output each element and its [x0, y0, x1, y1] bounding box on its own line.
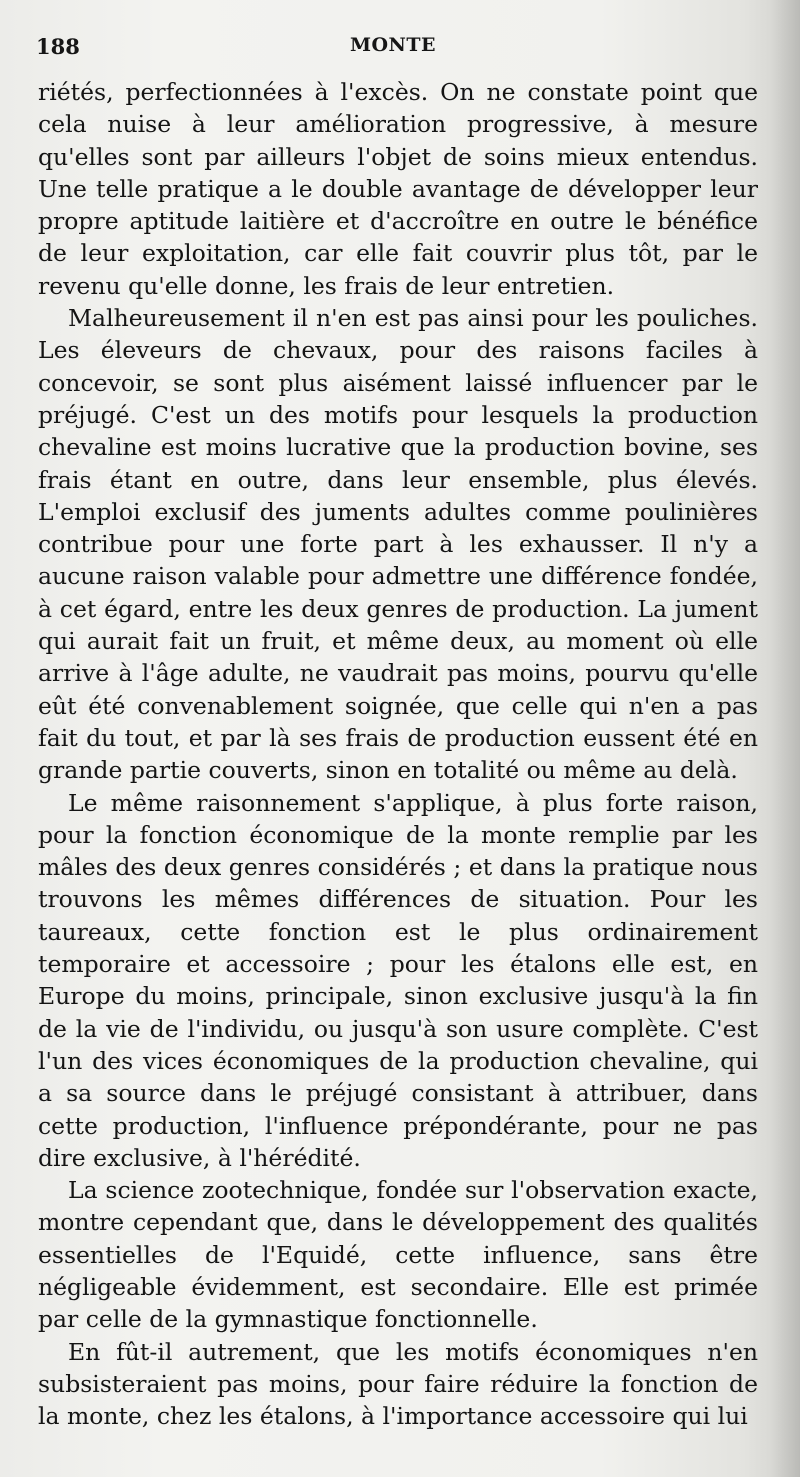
body-text — [38, 76, 758, 1432]
paragraph-continuation: riétés, perfectionnées à l'excès. On ne constate point que cela nuise à leur amélioration progressive, à mesure qu'elles sont par ailleurs l'objet de soins mieux entendus. Une telle pratique a le double avantage de développer leur propre aptitude laitière et d'accroître en outre le bénéfice de leur exploitation, car elle fait couvrir plus tôt, par le revenu qu'elle donne, les frais de leur entretien. — [38, 78, 758, 300]
page-header — [36, 34, 750, 62]
running-title: MONTE — [349, 34, 437, 56]
page-number: 188 — [36, 34, 80, 59]
paragraph-monte-males: Le même raisonnement s'applique, à plus forte raison, pour la fonction économique de la monte remplie par les mâles des deux genres considérés ; et dans la pratique nous trouvons les mêmes différences de situation. Pour les taureaux, cette fonction est le plus ordinairement temporaire et accessoire ; pour les étalons elle est, en Europe du moins, principale, sinon exclusive jusqu'à la fin de la vie de l'individu, ou jusqu'à son usure complète. C'est l'un des vices économiques de la production chevaline, qui a sa source dans le préjugé consistant à attribuer, dans cette production, l'influence prépondérante, pour ne pas dire exclusive, à l'hérédité. — [38, 788, 758, 1172]
paragraph-zootechnie: La science zootechnique, fondée sur l'observation exacte, montre cependant que, dans le développement des qualités essentielles de l'Equidé, cette influence, sans être négligeable évidemment, est secondaire. Elle est primée par celle de la gymnastique fonctionnelle. — [38, 1176, 758, 1334]
paragraph-motifs-economiques: En fût-il autrement, que les motifs économiques n'en subsisteraient pas moins, pour faire réduire la fonction de la monte, chez les étalons, à l'importance accessoire qui lui — [38, 1337, 758, 1431]
paragraph-pouliches: Malheureusement il n'en est pas ainsi pour les pouliches. Les éleveurs de chevaux, pour des raisons faciles à concevoir, se sont plus aisément laissé influencer par le préjugé. C'est un des motifs pour lesquels la production chevaline est moins lucrative que la production bovine, ses frais étant en outre, dans leur ensemble, plus élevés. L'emploi exclusif des juments adultes comme poulinières contribue pour une forte part à les exhausser. Il n'y a aucune raison valable pour admettre une différence fondée, à cet égard, entre les deux genres de production. La jument qui aurait fait un fruit, et même deux, au moment où elle arrive à l'âge adulte, ne vaudrait pas moins, pourvu qu'elle eût été convenablement soignée, que celle qui n'en a pas fait du tout, et par là ses frais de production eussent été en grande partie couverts, sinon en totalité ou même au delà. — [38, 304, 758, 785]
